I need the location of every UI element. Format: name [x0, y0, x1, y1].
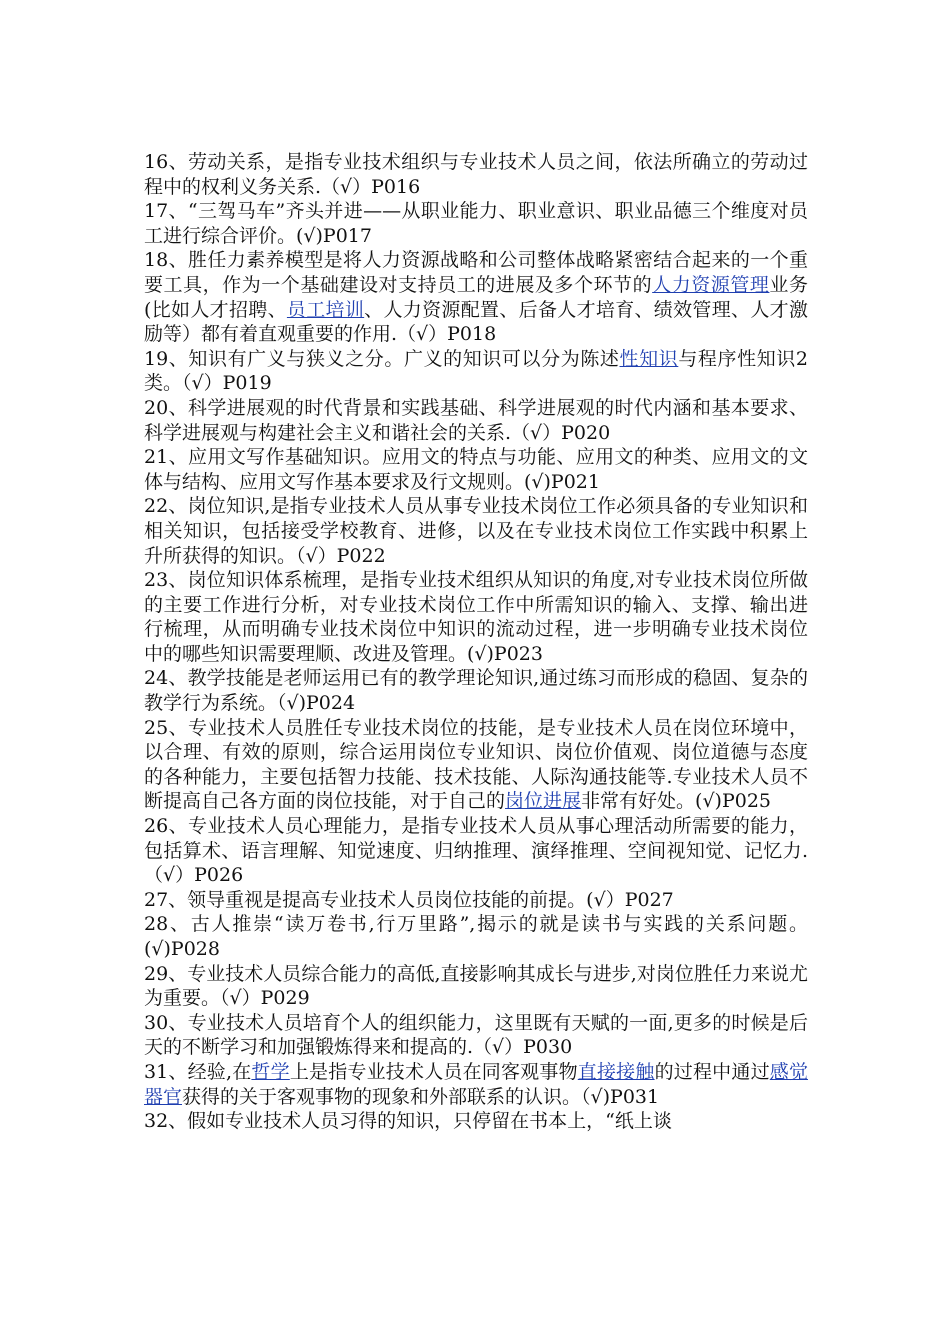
- list-item-16: [144, 150, 808, 199]
- list-item-24: [144, 666, 808, 715]
- list-item-26: [144, 814, 808, 888]
- link-declarative-knowledge[interactable]: 性知识: [619, 347, 679, 370]
- list-item-28: [144, 912, 808, 961]
- item-text: 19、知识有广义与狭义之分。广义的知识可以分为陈述: [144, 347, 620, 370]
- item-text: 17、“三驾马车”齐头并进——从职业能力、职业意识、职业品德三个维度对员工进行综合评价。(√)P017: [144, 200, 808, 247]
- item-text: 30、专业技术人员培育个人的组织能力，这里既有天赋的一面,更多的时候是后天的不断学习和加强锻炼得来和提高的.（√）P030: [144, 1011, 808, 1059]
- list-item-18: [144, 248, 808, 346]
- item-text: 16、劳动关系，是指专业技术组织与专业技术人员之间，依法所确立的劳动过程中的权利义务关系.（√）P016: [144, 151, 808, 198]
- item-text: 非常有好处。(√)P025: [581, 790, 772, 813]
- link-hr-management[interactable]: 人力资源管理: [652, 273, 770, 296]
- item-text: 的过程中通过: [654, 1060, 770, 1083]
- item-text: 25、专业技术人员胜任专业技术岗位的技能，是专业技术人员在岗位环境中，以合理、有效的原则，综合运用岗位专业知识、岗位价值观、岗位道德与态度的各种能力，主要包括智力技能、技术技能、人际沟通技能等.专业技术人员不断提高自己各方面的岗位技能，对于自己的: [144, 716, 808, 813]
- list-item-23: [144, 568, 808, 666]
- link-job-development[interactable]: 岗位进展: [505, 790, 582, 813]
- list-item-17: [144, 199, 808, 248]
- item-text: 20、科学进展观的时代背景和实践基础、科学进展观的时代内涵和基本要求、科学进展观与构建社会主义和谐社会的关系.（√）P020: [144, 396, 808, 444]
- link-philosophy[interactable]: 哲学: [251, 1060, 290, 1083]
- item-text: 与程序性知识2类。（√）P019: [144, 347, 808, 395]
- list-item-22: [144, 494, 808, 568]
- item-text: 23、岗位知识体系梳理，是指专业技术组织从知识的角度,对专业技术岗位所做的主要工作进行分析，对专业技术岗位工作中所需知识的输入、支撑、输出进行梳理，从而明确专业技术岗位中知识的流动过程，进一步明确专业技术岗位中的哪些知识需要理顺、改进及管理。(√)P023: [144, 569, 808, 665]
- document-body: [144, 150, 808, 1134]
- item-text: 、人力资源配置、后备人才培育、绩效管理、人才激励等）都有着直观重要的作用.（√）P018: [144, 298, 808, 346]
- list-item-25: [144, 716, 808, 814]
- item-text: 32、假如专业技术人员习得的知识，只停留在书本上，“纸上谈: [144, 1110, 672, 1133]
- item-text: 18、胜任力素养模型是将人力资源战略和公司整体战略紧密结合起来的一个重要工具，作为一个基础建设对支持员工的进展及多个环节的: [144, 249, 808, 296]
- item-text: 业务(比如人才招聘、: [144, 273, 808, 321]
- item-text: 31、经验,在: [144, 1060, 252, 1083]
- item-text: 28、古人推崇“读万卷书,行万里路”,揭示的就是读书与实践的关系问题。(√)P028: [144, 913, 808, 960]
- list-item-30: [144, 1011, 808, 1060]
- item-text: 29、专业技术人员综合能力的高低,直接影响其成长与进步,对岗位胜任力来说尤为重要。（√）P029: [144, 962, 808, 1010]
- list-item-19: [144, 347, 808, 396]
- list-item-21: [144, 445, 808, 494]
- list-item-20: [144, 396, 808, 445]
- link-direct-contact[interactable]: 直接接触: [577, 1060, 655, 1083]
- link-sense-organ[interactable]: 感觉器官: [144, 1060, 808, 1108]
- item-text: 27、领导重视是提高专业技术人员岗位技能的前提。(√）P027: [144, 888, 674, 911]
- item-text: 26、专业技术人员心理能力，是指专业技术人员从事心理活动所需要的能力，包括算术、语言理解、知觉速度、归纳推理、演绎推理、空间视知觉、记忆力.（√）P026: [144, 815, 808, 887]
- item-text: 22、岗位知识,是指专业技术人员从事专业技术岗位工作必须具备的专业知识和相关知识，包括接受学校教育、进修，以及在专业技术岗位工作实践中积累上升所获得的知识。（√）P022: [144, 495, 808, 567]
- link-employee-training[interactable]: 员工培训: [286, 298, 365, 321]
- list-item-29: [144, 962, 808, 1011]
- item-text: 24、教学技能是老师运用已有的教学理论知识,通过练习而形成的稳固、复杂的教学行为系统。（√)P024: [144, 667, 808, 715]
- item-text: 获得的关于客观事物的现象和外部联系的认识。（√)P031: [182, 1085, 660, 1108]
- item-text: 21、应用文写作基础知识。应用文的特点与功能、应用文的种类、应用文的文体与结构、应用文写作基本要求及行文规则。(√)P021: [144, 446, 808, 493]
- list-item-27: [144, 888, 808, 913]
- item-text: 上是指专业技术人员在同客观事物: [289, 1060, 578, 1083]
- list-item-32: [144, 1109, 808, 1134]
- list-item-31: [144, 1060, 808, 1109]
